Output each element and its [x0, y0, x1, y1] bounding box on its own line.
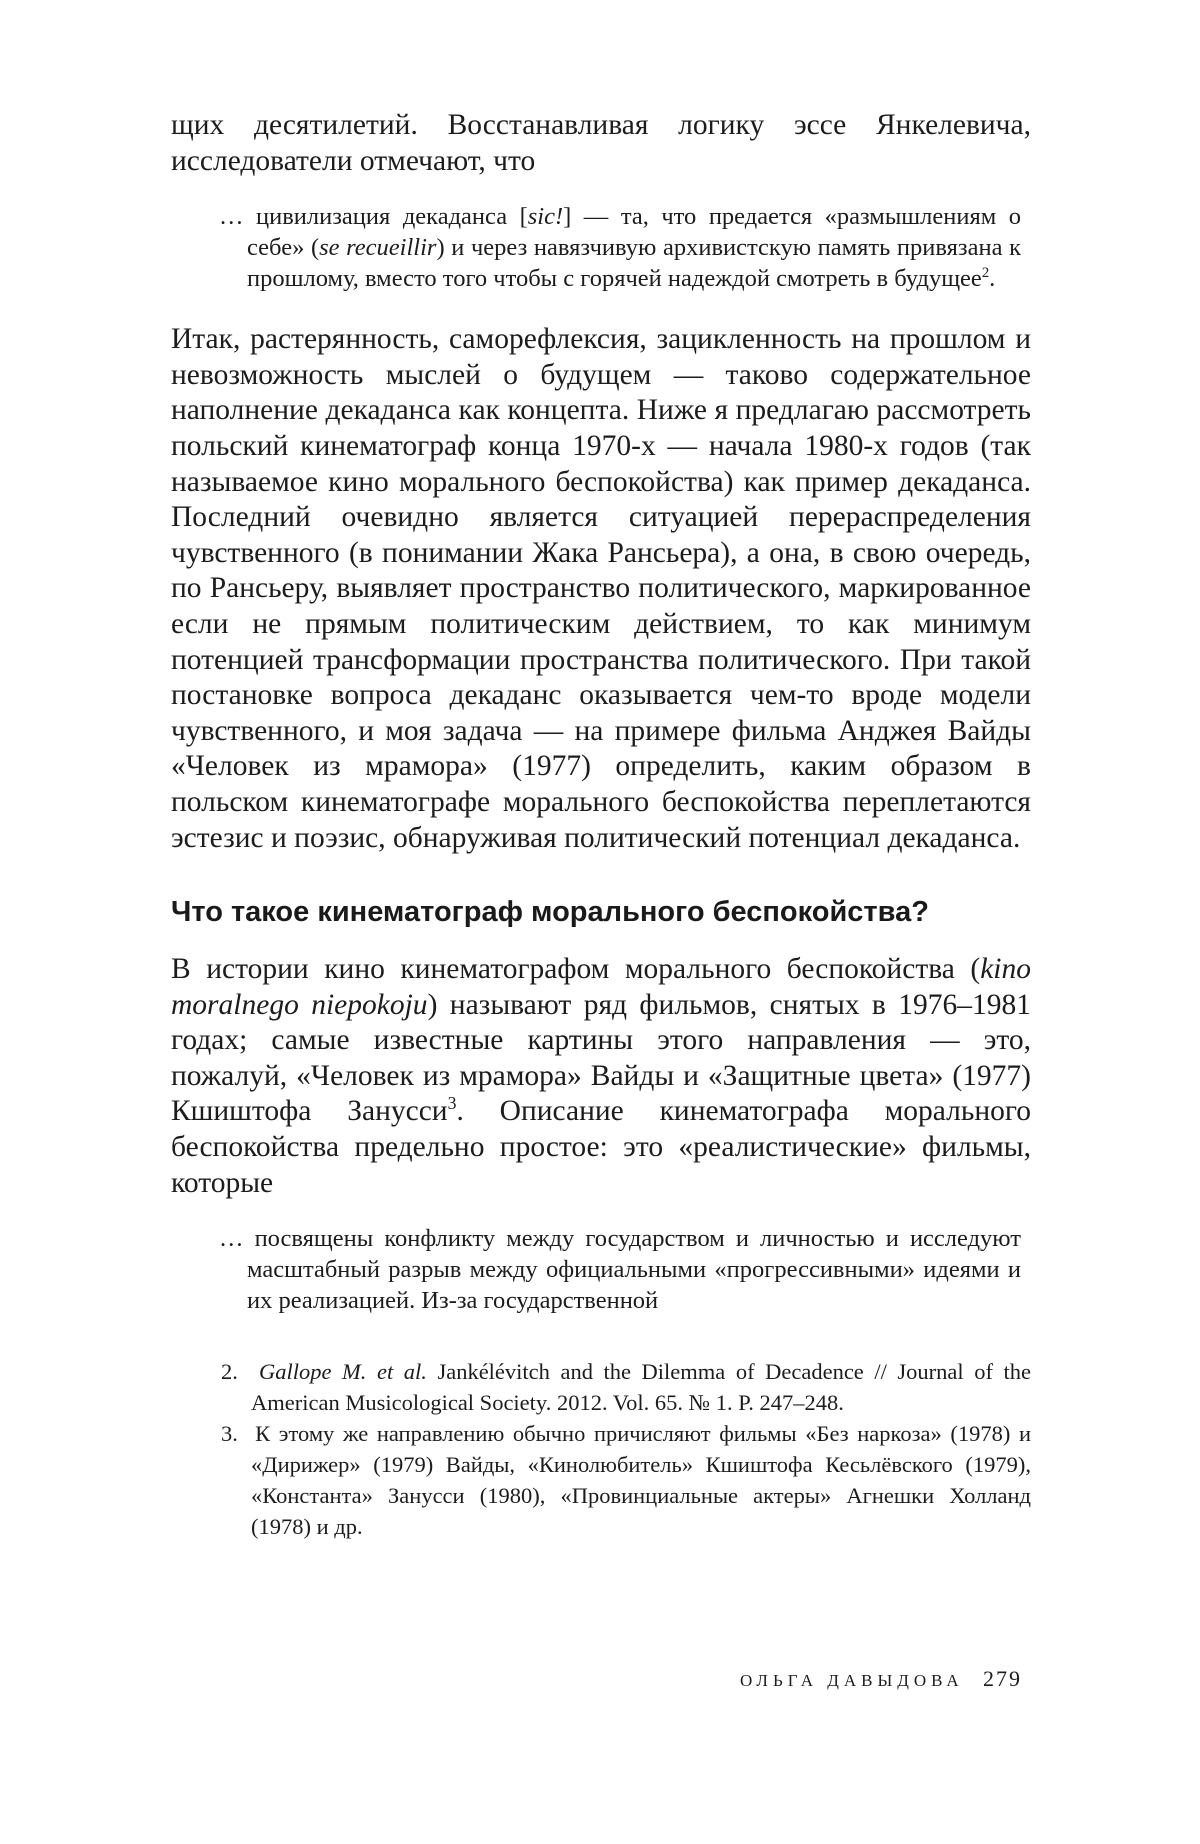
footnote-2-author: Gallope M. et al. — [259, 1359, 427, 1385]
paragraph-intro: щих десятилетий. Восстанавливая логику эссе Янкелевича, исследователи отмечают, что — [171, 109, 1031, 177]
kino-moralnego-italic: kino moralnego niepokoju — [171, 953, 1031, 1021]
se-recueillir-italic: se recueillir — [319, 234, 437, 262]
section-heading: Что такое кинематограф морального беспокойства? — [171, 896, 929, 929]
paragraph-section: В истории кино кинематографом морального беспокойства (kino moralnego niepokoju) называют ряд фильмов, снятых в 1976–1981 годах; самые известные картины этого направления — это, пожалуй, «Человек из мрамора» Вайды и «Защитные цвета» (1977) Кшиштофа Занусси$^3$. Описание кинематографа морального беспокойства предельно простое: это «реалистические» фильмы, которые — [171, 953, 1032, 1199]
paragraph-main: Итак, растерянность, саморефлексия, зацикленность на прошлом и невозможность мыслей о будущем — таково содержательное наполнение декаданса как концепта. Ниже я предлагаю рассмотреть польский кинематограф конца 1970-х — начала 1980-х годов (так называемое кино морального беспокойства) как пример декаданса. Последний очевидно является ситуацией перераспределения чувственного (в понимании Жака Рансьера), а она, в свою очередь, по Рансьеру, выявляет пространство политического, маркированное если не прямым политическим действием, то как минимум потенцией трансформации пространства политического. При такой постановке вопроса декаданс оказывается чем-то вроде модели чувственного, и моя задача — на примере фильма Анджея Вайды «Человек из мрамора» (1977) определить, каким образом в польском кинематографе морального беспокойства переплетаются эстезис и поэзис, обнаруживая политический потенциал декаданса. — [171, 323, 1031, 854]
block-quote-2: … посвящены конфликту между государством и личностью и исследуют масштабный разрыв между официальными «прогрессивными» идеями и их реализацией. Из-за государственной — [219, 1225, 1021, 1315]
footnote-ref-2[interactable]: 2 — [981, 265, 990, 282]
footnote-ref-3[interactable]: 3 — [447, 1093, 457, 1114]
block-quote-1: … цивилизация декаданса [sic!] — та, что предается «размышлениям о себе» (se recueillir) и через навязчивую архивистскую память привязана к прошлому, вместо того чтобы с горячей надеждой смотреть в будущее$^2$. — [219, 203, 1022, 293]
sic-italic: sic! — [527, 203, 564, 231]
page-body — [171, 108, 1031, 1542]
footnote-3: 3. К этому же направлению обычно причисляют фильмы «Без наркоза» (1978) и «Дирижер» (1979) Вайды, «Кинолюбитель» Кшиштофа Кесьлёвского (1979), «Константа» Занусси (1980), «Провинциальные актеры» Агнешки Холланд (1978) и др. — [221, 1421, 1031, 1540]
footnote-2: 2. Gallope M. et al. Jankélévitch and the Dilemma of Decadence // Journal of the American Musicological Society. 2012. Vol. 65. № 1. P. 247–248. — [221, 1359, 1031, 1416]
footnotes — [171, 1356, 1031, 1542]
page-number: 279 — [983, 1666, 1022, 1691]
running-footer-author: ОЛЬГА ДАВЫДОВА — [740, 1671, 964, 1690]
